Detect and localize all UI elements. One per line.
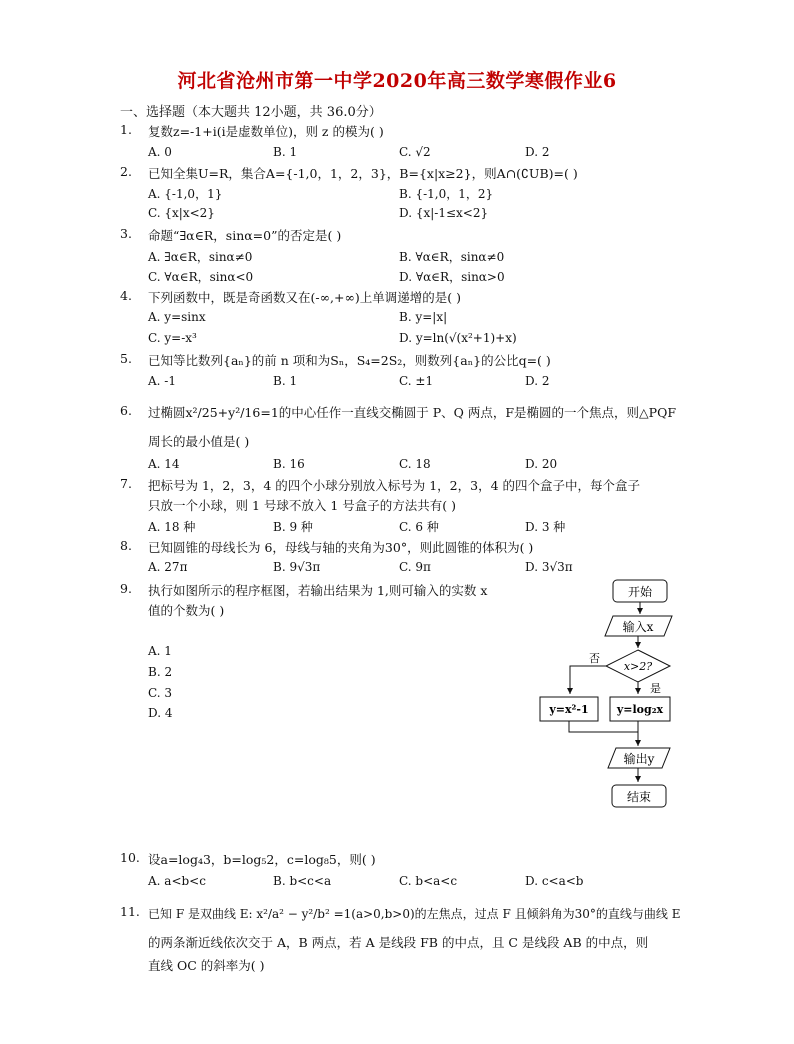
flow-end-label: 结束 xyxy=(626,790,652,804)
question-number: 8. xyxy=(120,538,132,553)
question-text: 已知圆锥的母线长为 6，母线与轴的夹角为30°，则此圆锥的体积为( ) xyxy=(148,540,534,555)
option-a[interactable]: A. 14 xyxy=(148,457,180,471)
question-text: 执行如图所示的程序框图，若输出结果为 1,则可输入的实数 x xyxy=(148,583,488,598)
question-text: 命题“∃α∈R，sinα=0”的否定是( ) xyxy=(148,228,342,243)
program-flowchart xyxy=(530,574,690,814)
option-c[interactable]: C. ∀α∈R，sinα<0 xyxy=(148,270,254,284)
option-d[interactable]: D. 2 xyxy=(525,145,550,159)
question-number: 7. xyxy=(120,476,132,491)
flow-decision-label: x>2? xyxy=(623,660,653,673)
option-b[interactable]: B. ∀α∈R，sinα≠0 xyxy=(399,250,505,264)
flow-log-label: y=log₂x xyxy=(616,703,664,716)
question-number: 11. xyxy=(120,904,140,919)
question-number: 4. xyxy=(120,288,132,303)
option-b[interactable]: B. 1 xyxy=(273,374,298,388)
option-c[interactable]: C. {x|x<2} xyxy=(148,206,215,220)
option-a[interactable]: A. a<b<c xyxy=(148,874,206,888)
option-c[interactable]: C. y=-x³ xyxy=(148,331,197,345)
option-c[interactable]: C. 6 种 xyxy=(399,520,439,534)
option-d[interactable]: D. {x|-1≤x<2} xyxy=(399,206,489,220)
question-text: 复数z=-1+i(i是虚数单位)，则 z 的模为( ) xyxy=(148,124,384,139)
question-text: 已知 F 是双曲线 E: x²/a² − y²/b² =1(a>0,b>0)的左焦点，过点 F 且倾斜角为30°的直线与曲线 E xyxy=(148,907,681,921)
question-number: 10. xyxy=(120,850,140,865)
question-text: 过椭圆x²/25+y²/16=1的中心任作一直线交椭圆于 P、Q 两点，F是椭圆的一个焦点，则△PQF xyxy=(148,405,676,420)
question-number: 1. xyxy=(120,122,132,137)
question-number: 9. xyxy=(120,581,132,596)
question-number: 6. xyxy=(120,403,132,418)
option-c[interactable]: C. b<a<c xyxy=(399,874,458,888)
option-c[interactable]: C. 18 xyxy=(399,457,431,471)
option-d[interactable]: D. c<a<b xyxy=(525,874,584,888)
option-b[interactable]: B. {-1,0，1，2} xyxy=(399,187,494,201)
flow-start-label: 开始 xyxy=(627,585,653,599)
question-text: 已知等比数列{aₙ}的前 n 项和为Sₙ，S₄=2S₂，则数列{aₙ}的公比q=( ) xyxy=(148,353,551,368)
option-d[interactable]: D. 2 xyxy=(525,374,550,388)
option-c[interactable]: C. ±1 xyxy=(399,374,434,388)
option-d[interactable]: D. 4 xyxy=(148,706,173,720)
option-b[interactable]: B. 2 xyxy=(148,665,173,679)
question-text: 下列函数中，既是奇函数又在(-∞,+∞)上单调递增的是( ) xyxy=(148,290,461,305)
option-d[interactable]: D. y=ln(√(x²+1)+x) xyxy=(399,331,517,345)
option-a[interactable]: A. 0 xyxy=(148,145,172,159)
option-c[interactable]: C. 9π xyxy=(399,560,431,574)
option-d[interactable]: D. 20 xyxy=(525,457,558,471)
option-b[interactable]: B. b<c<a xyxy=(273,874,332,888)
flow-yes-label: 是 xyxy=(650,682,661,695)
option-a[interactable]: A. 27π xyxy=(148,560,188,574)
question-text: 把标号为 1，2，3，4 的四个小球分别放入标号为 1，2，3，4 的四个盒子中，每个盒子 xyxy=(148,478,641,493)
option-a[interactable]: A. {-1,0，1} xyxy=(148,187,223,201)
question-text: 直线 OC 的斜率为( ) xyxy=(148,958,265,973)
option-a[interactable]: A. 1 xyxy=(148,644,172,658)
flow-square-label: y=x²-1 xyxy=(549,703,589,716)
option-a[interactable]: A. ∃α∈R，sinα≠0 xyxy=(148,250,253,264)
option-b[interactable]: B. 9 种 xyxy=(273,520,313,534)
option-c[interactable]: C. 3 xyxy=(148,686,173,700)
question-text: 周长的最小值是( ) xyxy=(148,434,250,449)
option-d[interactable]: D. ∀α∈R，sinα>0 xyxy=(399,270,505,284)
question-text: 值的个数为( ) xyxy=(148,603,225,618)
option-b[interactable]: B. y=|x| xyxy=(399,310,448,324)
option-b[interactable]: B. 9√3π xyxy=(273,560,321,574)
flow-input-label: 输入x xyxy=(622,620,654,634)
question-text: 已知全集U=R，集合A={-1,0，1，2，3}，B={x|x≥2}，则A∩(∁UB)=( ) xyxy=(148,166,578,181)
option-a[interactable]: A. -1 xyxy=(148,374,176,388)
option-d[interactable]: D. 3 种 xyxy=(525,520,566,534)
option-d[interactable]: D. 3√3π xyxy=(525,560,573,574)
option-b[interactable]: B. 16 xyxy=(273,457,305,471)
flow-output-label: 输出y xyxy=(623,752,655,766)
question-number: 5. xyxy=(120,351,132,366)
option-c[interactable]: C. √2 xyxy=(399,145,431,159)
question-text: 只放一个小球，则 1 号球不放入 1 号盒子的方法共有( ) xyxy=(148,498,457,513)
question-number: 3. xyxy=(120,226,132,241)
section-heading: 一、选择题（本大题共 12小题，共 36.0分） xyxy=(120,105,382,120)
page-title: 河北省沧州市第一中学2020年高三数学寒假作业6 xyxy=(177,70,617,92)
flow-no-label: 否 xyxy=(589,652,600,665)
question-text: 的两条渐近线依次交于 A，B 两点，若 A 是线段 FB 的中点，且 C 是线段 AB 的中点，则 xyxy=(148,935,649,950)
question-number: 2. xyxy=(120,164,132,179)
option-a[interactable]: A. 18 种 xyxy=(148,520,196,534)
option-a[interactable]: A. y=sinx xyxy=(148,310,206,324)
question-text: 设a=log₄3，b=log₅2，c=log₈5，则( ) xyxy=(148,852,376,867)
option-b[interactable]: B. 1 xyxy=(273,145,298,159)
